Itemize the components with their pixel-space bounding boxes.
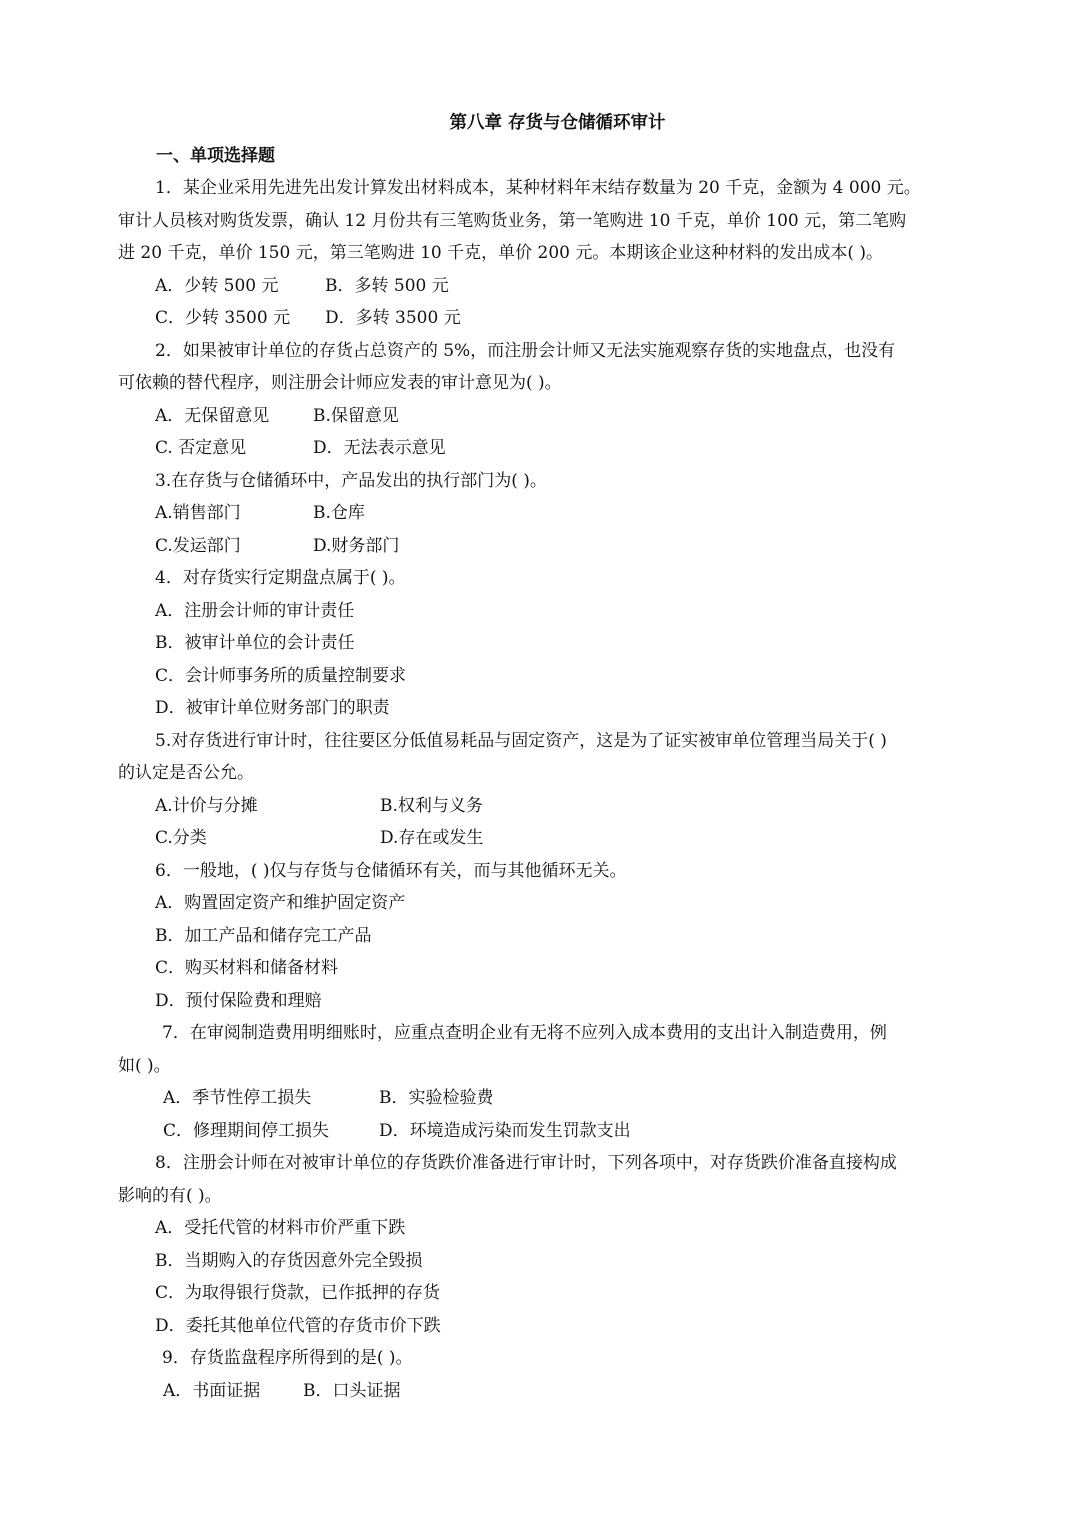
option-d: D．环境造成污染而发生罚款支出 — [379, 1120, 631, 1141]
question-5 — [118, 725, 988, 855]
option-b: B.权利与义务 — [380, 795, 483, 816]
section-heading: 一、单项选择题 — [156, 146, 275, 166]
option-b: B.保留意见 — [313, 405, 399, 426]
question-stem-line: 5.对存货进行审计时，往往要区分低值易耗品与固定资产，这是为了证实被审单位管理当局关于( ) — [155, 730, 887, 751]
option-c: C．为取得银行贷款，已作抵押的存货 — [155, 1283, 441, 1303]
option-row — [118, 270, 988, 303]
option-a: A．少转 500 元 — [155, 275, 279, 296]
option-a: A.销售部门 — [155, 503, 241, 523]
option-row — [118, 400, 988, 433]
question-stem-line: 8．注册会计师在对被审计单位的存货跌价准备进行审计时，下列各项中，对存货跌价准备直接构成 — [155, 1153, 897, 1173]
option-d: D．无法表示意见 — [313, 438, 446, 458]
question-stem-line: 进 20 千克，单价 150 元，第三笔购进 10 千克，单价 200 元。本期该企业这种材料的发出成本( )。 — [118, 243, 884, 263]
question-stem-line: 1．某企业采用先进先出发计算发出材料成本，某种材料年末结存数量为 20 千克，金额为 4 000 元。 — [155, 178, 921, 198]
option-row — [118, 1115, 988, 1148]
question-stem-line: 影响的有( )。 — [118, 1185, 222, 1206]
option-c: C．购买材料和储备材料 — [155, 958, 339, 978]
option-row — [118, 530, 988, 563]
option-c: C.分类 — [155, 828, 207, 848]
question-stem-line: 3.在存货与仓储循环中，产品发出的执行部门为( )。 — [155, 470, 547, 491]
option-b: B．当期购入的存货因意外完全毁损 — [155, 1250, 423, 1271]
chapter-title: 第八章 存货与仓储循环审计 — [449, 113, 666, 133]
option-c: C．修理期间停工损失 — [163, 1120, 330, 1141]
option-b: B．实验检验费 — [379, 1088, 494, 1108]
question-stem-line: 7．在审阅制造费用明细账时，应重点查明企业有无将不应列入成本费用的支出计入制造费用，例 — [162, 1023, 887, 1043]
option-a: A.计价与分摊 — [155, 795, 258, 816]
option-row — [118, 790, 988, 823]
option-b: B．多转 500 元 — [325, 275, 449, 296]
option-d: D．预付保险费和理赔 — [155, 990, 322, 1011]
option-row — [118, 497, 988, 530]
option-row — [118, 1375, 988, 1408]
question-stem-line: 2．如果被审计单位的存货占总资产的 5%，而注册会计师又无法实施观察存货的实地盘点，也没有 — [155, 340, 896, 361]
option-a: A．注册会计师的审计责任 — [155, 600, 355, 621]
question-1 — [118, 172, 988, 335]
option-a: A．受托代管的材料市价严重下跌 — [155, 1218, 406, 1238]
option-d: D．委托其他单位代管的存货市价下跌 — [155, 1315, 441, 1336]
option-b: B．加工产品和储存完工产品 — [155, 925, 372, 946]
option-a: A．书面证据 — [163, 1380, 261, 1401]
question-stem-line: 如( )。 — [118, 1055, 171, 1076]
question-list — [118, 172, 988, 1407]
option-d: D．多转 3500 元 — [325, 308, 461, 328]
option-a: A．无保留意见 — [155, 405, 270, 426]
option-row — [118, 822, 988, 855]
option-d: D．被审计单位财务部门的职责 — [155, 698, 390, 718]
option-row — [118, 1082, 988, 1115]
option-c: C．会计师事务所的质量控制要求 — [155, 665, 407, 686]
option-d: D.财务部门 — [313, 535, 400, 556]
question-7 — [118, 1017, 988, 1147]
question-3 — [118, 465, 988, 563]
option-d: D.存在或发生 — [380, 828, 484, 848]
option-row — [118, 432, 988, 465]
question-stem-line: 9．存货监盘程序所得到的是( )。 — [162, 1348, 413, 1368]
option-c: C.发运部门 — [155, 535, 241, 556]
option-row — [118, 302, 988, 335]
question-2 — [118, 335, 988, 465]
question-6 — [118, 855, 988, 1018]
option-c: C. 否定意见 — [155, 438, 247, 458]
question-stem-line: 4．对存货实行定期盘点属于( )。 — [155, 568, 406, 588]
option-a: A．季节性停工损失 — [163, 1088, 312, 1108]
question-stem-line: 6．一般地，( )仅与存货与仓储循环有关，而与其他循环无关。 — [155, 860, 627, 881]
question-9 — [118, 1342, 988, 1407]
option-a: A．购置固定资产和维护固定资产 — [155, 893, 406, 913]
question-stem-line: 审计人员核对购货发票，确认 12 月份共有三笔购货业务，第一笔购进 10 千克，单价 100 元，第二笔购 — [118, 210, 907, 231]
option-b: B．被审计单位的会计责任 — [155, 633, 355, 653]
option-c: C．少转 3500 元 — [155, 308, 291, 328]
question-stem-line: 的认定是否公允。 — [118, 763, 254, 783]
option-b: B.仓库 — [313, 503, 365, 523]
option-b: B．口头证据 — [303, 1380, 401, 1401]
question-stem-line: 可依赖的替代程序，则注册会计师应发表的审计意见为( )。 — [118, 373, 562, 393]
question-8 — [118, 1147, 988, 1342]
question-4 — [118, 562, 988, 725]
